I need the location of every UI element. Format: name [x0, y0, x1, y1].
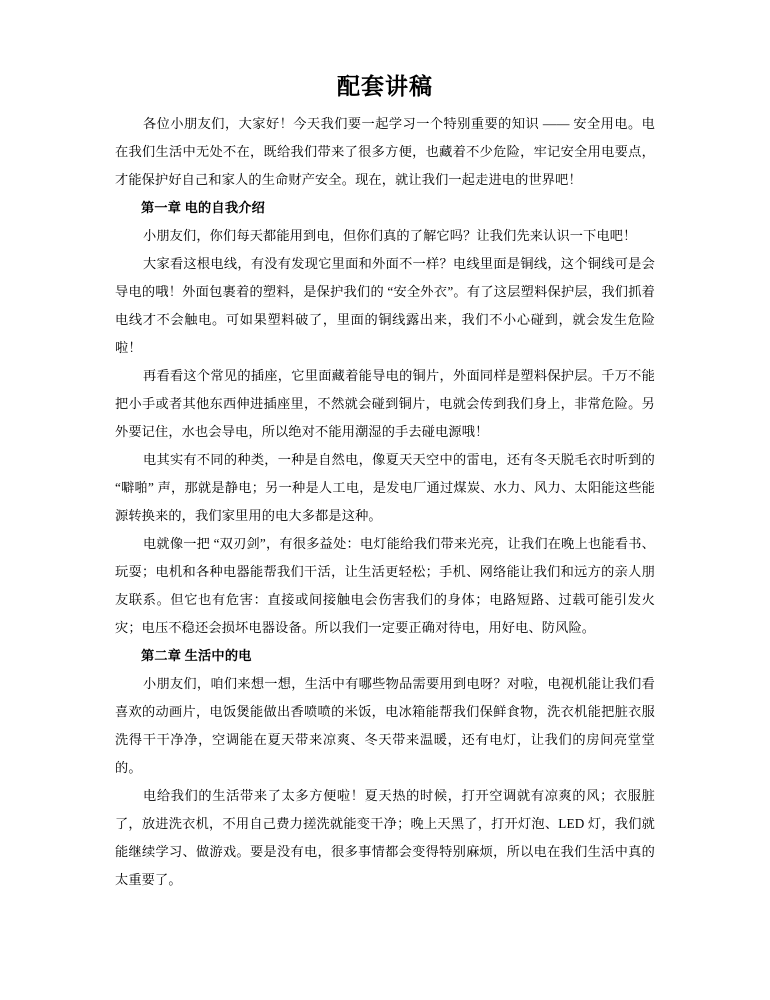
paragraph-intro: 各位小朋友们，大家好！今天我们要一起学习一个特别重要的知识 —— 安全用电。电在我们生活中无处不在，既给我们带来了很多方便，也藏着不少危险，牢记安全用电要点，才能保护好自己和家人的生命财产安全。现在，就让我们一起走进电的世界吧！ [115, 116, 655, 187]
chapter-heading-2: 第二章 生活中的电 [141, 648, 252, 663]
paragraph-ch1-p5: 电就像一把 “双刃剑”，有很多益处：电灯能给我们带来光亮，让我们在晚上也能看书、玩耍；电机和各种电器能帮我们干活，让生活更轻松；手机、网络能让我们和远方的亲人朋友联系。但它也有危害：直接或间接触电会伤害我们的身体；电路短路、过载可能引发火灾；电压不稳还会损坏电器设备。所以我们一定要正确对待电，用好电、防风险。 [115, 536, 655, 635]
paragraph-ch1-p3: 再看看这个常见的插座，它里面藏着能导电的铜片，外面同样是塑料保护层。千万不能把小手或者其他东西伸进插座里，不然就会碰到铜片，电就会传到我们身上，非常危险。另外要记住，水也会导电，所以绝对不能用潮湿的手去碰电源哦！ [115, 368, 655, 439]
paragraph-ch1-p1: 小朋友们，你们每天都能用到电，但你们真的了解它吗？让我们先来认识一下电吧！ [143, 228, 637, 243]
paragraph-ch2-p1: 小朋友们，咱们来想一想，生活中有哪些物品需要用到电呀？对啦，电视机能让我们看喜欢的动画片，电饭煲能做出香喷喷的米饭，电冰箱能帮我们保鲜食物，洗衣机能把脏衣服洗得干干净净，空调能在夏天带来凉爽、冬天带来温暖，还有电灯，让我们的房间亮堂堂的。 [115, 676, 655, 775]
paragraph-ch1-p2: 大家看这根电线，有没有发现它里面和外面不一样？电线里面是铜线，这个铜线可是会导电的哦！外面包裹着的塑料，是保护我们的 “安全外衣”。有了这层塑料保护层，我们抓着电线才不会触电。可如果塑料破了，里面的铜线露出来，我们不小心碰到，就会发生危险啦！ [115, 256, 655, 355]
page-title: 配套讲稿 [337, 74, 433, 99]
chapter-heading-1: 第一章 电的自我介绍 [141, 200, 265, 215]
paragraph-ch2-p2: 电给我们的生活带来了太多方便啦！夏天热的时候，打开空调就有凉爽的风；衣服脏了，放进洗衣机，不用自己费力搓洗就能变干净；晚上天黑了，打开灯泡、LED 灯，我们就能继续学习、做游戏。要是没有电，很多事情都会变得特别麻烦，所以电在我们生活中真的太重要了。 [115, 788, 655, 887]
paragraph-ch1-p4: 电其实有不同的种类，一种是自然电，像夏天天空中的雷电，还有冬天脱毛衣时听到的 “噼啪” 声，那就是静电；另一种是人工电，是发电厂通过煤炭、水力、风力、太阳能这些能源转换来的，我们家里用的电大多都是这种。 [115, 452, 655, 523]
document-body [115, 70, 655, 894]
